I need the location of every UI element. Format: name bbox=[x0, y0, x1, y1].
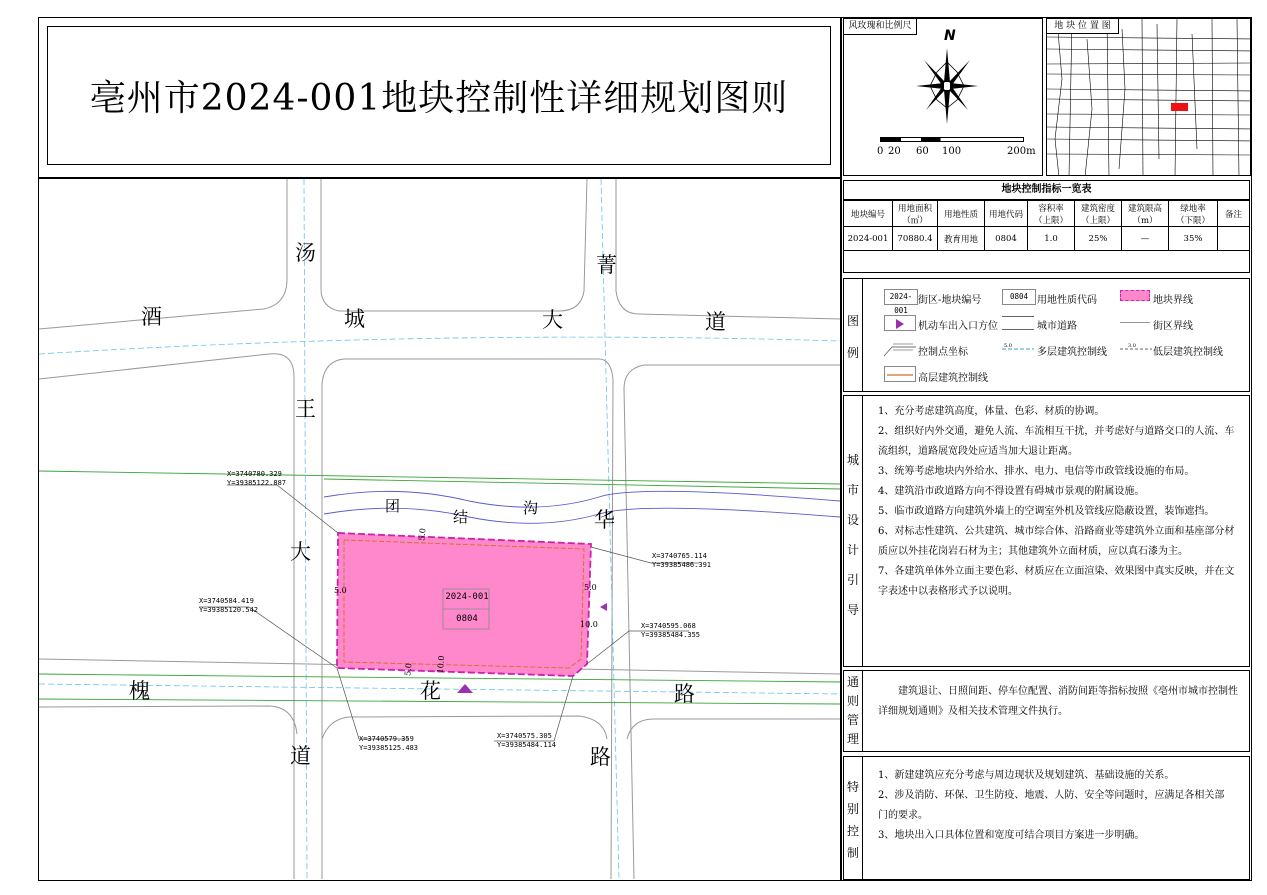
setback-label-bottom-2: 10.0 bbox=[435, 655, 447, 674]
canal-label-3: 沟 bbox=[523, 499, 539, 517]
legend-sample-entrance bbox=[884, 315, 916, 331]
indicator-table-header: 地块编号 用地面积 （㎡） 用地性质 用地代码 容积率 （上限） 建筑密度 （上限） 建筑限高 （m） 绿地率 （下限） 备注 bbox=[844, 201, 1250, 227]
scale-0: 0 bbox=[877, 146, 884, 157]
coord-nw: X=3740780.329 Y=39385122.887 bbox=[227, 470, 287, 487]
location-map-panel bbox=[1046, 18, 1251, 176]
road-huaihua-3: 路 bbox=[674, 682, 695, 706]
location-map-label: 地 块 位 置 图 bbox=[1046, 18, 1119, 34]
title-box bbox=[47, 26, 831, 165]
legend-sample-coord bbox=[884, 341, 916, 357]
svg-text:5.0: 5.0 bbox=[1004, 343, 1012, 349]
coord-sw: X=3740579.359 Y=39385125.483 bbox=[359, 735, 419, 752]
low-storey-line-icon bbox=[1120, 341, 1152, 357]
legend-label-block-line: 街区界线 bbox=[1153, 321, 1193, 332]
road-tangwang-1: 汤 bbox=[295, 241, 316, 265]
road-jiucheng-1: 酒 bbox=[141, 305, 162, 329]
indicator-table-title: 地块控制指标一览表 bbox=[843, 180, 1250, 200]
legend-sample-land-code: 0804 bbox=[1002, 289, 1036, 305]
panel-divider bbox=[840, 17, 842, 881]
road-jinghua-1: 华 bbox=[594, 508, 615, 532]
road-tangwang-4: 道 bbox=[290, 744, 311, 768]
canal-label-1: 团 bbox=[385, 497, 401, 515]
road-jinghua-top: 菁 bbox=[596, 253, 617, 277]
special-control-text: 1、新建建筑应充分考虑与周边现状及规划建筑、基础设施的关系。 2、涉及消防、环保、卫生防疫、地震、人防、安全等问题时，应满足各相关部 门的要求。 3、地块出入口具体位置和宽度可结合项目方案进一步明确。 bbox=[878, 770, 1225, 841]
legend-label-land-code: 用地性质代码 bbox=[1037, 295, 1097, 306]
design-guide-text: 1、充分考虑建筑高度，体量、色彩、材质的协调。 2、组织好内外交通，避免人流、车流相互干扰，并考虑好与道路交口的人流、车 流组织，道路展宽段处应适当加大退让距离。 3、统筹考虑地块内外给水、排水、电力、电信等市政管线设施的布局。 4、建筑沿市政道路方向不得设置有碍城市景观的附属设施。 5、临市政道路方向建筑外墙上的空调室外机及管线应隐蔽设置，装饰遮挡。 6、对标志性建筑、公共建筑、城市综合体、沿路商业等建筑外立面和基座部分材 质应以外挂花岗岩石材为主；其他建筑外立面材质，应以真石漆为主。 7、各建筑单体外立面主要色彩、材质应在立面渲染、效果图中真实反映，并在文 字表述中以表格形式予以说明。 bbox=[878, 406, 1235, 597]
scale-100: 100 bbox=[942, 146, 962, 157]
site-location-marker bbox=[1171, 103, 1188, 111]
high-rise-line-icon bbox=[885, 368, 915, 382]
legend-label-multi: 多层建筑控制线 bbox=[1037, 347, 1107, 358]
parcel-id-label: 2024-001 bbox=[445, 592, 489, 602]
scale-60: 60 bbox=[916, 146, 929, 157]
legend-sample-road bbox=[1002, 316, 1034, 330]
scale-20: 20 bbox=[888, 146, 901, 157]
legend-sample-block-id: 2024-001 bbox=[884, 289, 918, 305]
setback-label-right-2: 10.0 bbox=[580, 620, 598, 629]
coord-point-icon bbox=[884, 341, 916, 357]
design-guide-section-label: 城 市 设 计 引 导 bbox=[843, 395, 863, 667]
road-huaihua-2: 花 bbox=[420, 679, 441, 703]
legend-label-block-id: 街区-地块编号 bbox=[918, 295, 982, 306]
indicator-table bbox=[843, 200, 1250, 273]
general-mgmt-text: 建筑退让、日照间距、停车位配置、消防间距等指标按照《亳州市城市控制性 详细规划通则》及相关技术管理文件执行。 bbox=[878, 686, 1238, 717]
legend-label-parcel: 地块界线 bbox=[1153, 295, 1193, 306]
legend-sample-high bbox=[884, 366, 916, 382]
special-control-section-label: 特 别 控 制 bbox=[843, 756, 863, 880]
legend-sample-parcel bbox=[1120, 290, 1150, 301]
general-mgmt-section-label: 通 则 管 理 bbox=[843, 670, 863, 752]
road-jinghua-2: 路 bbox=[590, 745, 611, 769]
road-jiucheng-2: 城 bbox=[344, 307, 365, 331]
coord-se: X=3740575.305 Y=39385484.114 bbox=[497, 732, 557, 749]
legend-label-road: 城市道路 bbox=[1037, 321, 1077, 332]
parcel-code-label: 0804 bbox=[456, 614, 478, 624]
legend-sample-low bbox=[1120, 341, 1152, 357]
entrance-arrow-icon bbox=[885, 317, 915, 331]
legend-label-coord: 控制点坐标 bbox=[918, 347, 968, 358]
road-huaihua-1: 槐 bbox=[129, 679, 150, 703]
legend-sample-block-line bbox=[1120, 322, 1150, 323]
canal-label-2: 结 bbox=[453, 508, 469, 526]
setback-label-top: 5.0 bbox=[417, 527, 428, 542]
page-title: 亳州市2024-001地块控制性详细规划图则 bbox=[89, 78, 789, 119]
scale-bar bbox=[880, 137, 1024, 142]
road-tangwang-3: 大 bbox=[290, 540, 311, 564]
coord-e: X=3740595.068 Y=39385484.355 bbox=[641, 622, 701, 639]
legend-sample-multi bbox=[1002, 341, 1034, 357]
indicator-table-row: 2024-001 70880.4 教育用地 0804 1.0 25% — 35% bbox=[844, 227, 1250, 251]
legend-label-high: 高层建筑控制线 bbox=[918, 373, 988, 384]
coord-ne: X=3740765.114 Y=39385486.391 bbox=[652, 552, 712, 569]
setback-label-bottom: 5.0 bbox=[403, 662, 414, 677]
svg-text:3.0: 3.0 bbox=[1128, 343, 1136, 349]
road-jiucheng-3: 大 bbox=[542, 308, 563, 332]
scale-200: 200m bbox=[1007, 146, 1036, 157]
coord-w: X=3740584.419 Y=39385120.542 bbox=[199, 597, 259, 614]
legend-section-label: 图 例 bbox=[843, 278, 863, 392]
wind-rose-icon bbox=[912, 48, 982, 124]
road-tangwang-2: 王 bbox=[295, 397, 316, 421]
compass-panel-label: 风玫瑰和比例尺 bbox=[843, 18, 917, 35]
legend-label-entrance: 机动车出入口方位 bbox=[918, 321, 998, 332]
location-map bbox=[1047, 19, 1251, 176]
setback-label-right: 5.0 bbox=[584, 583, 597, 592]
multi-storey-line-icon bbox=[1002, 341, 1034, 357]
road-jiucheng-4: 道 bbox=[705, 310, 726, 334]
legend-label-low: 低层建筑控制线 bbox=[1153, 347, 1223, 358]
setback-label-left: 5.0 bbox=[334, 586, 347, 595]
site-map bbox=[39, 179, 840, 880]
north-label: N bbox=[944, 28, 956, 44]
